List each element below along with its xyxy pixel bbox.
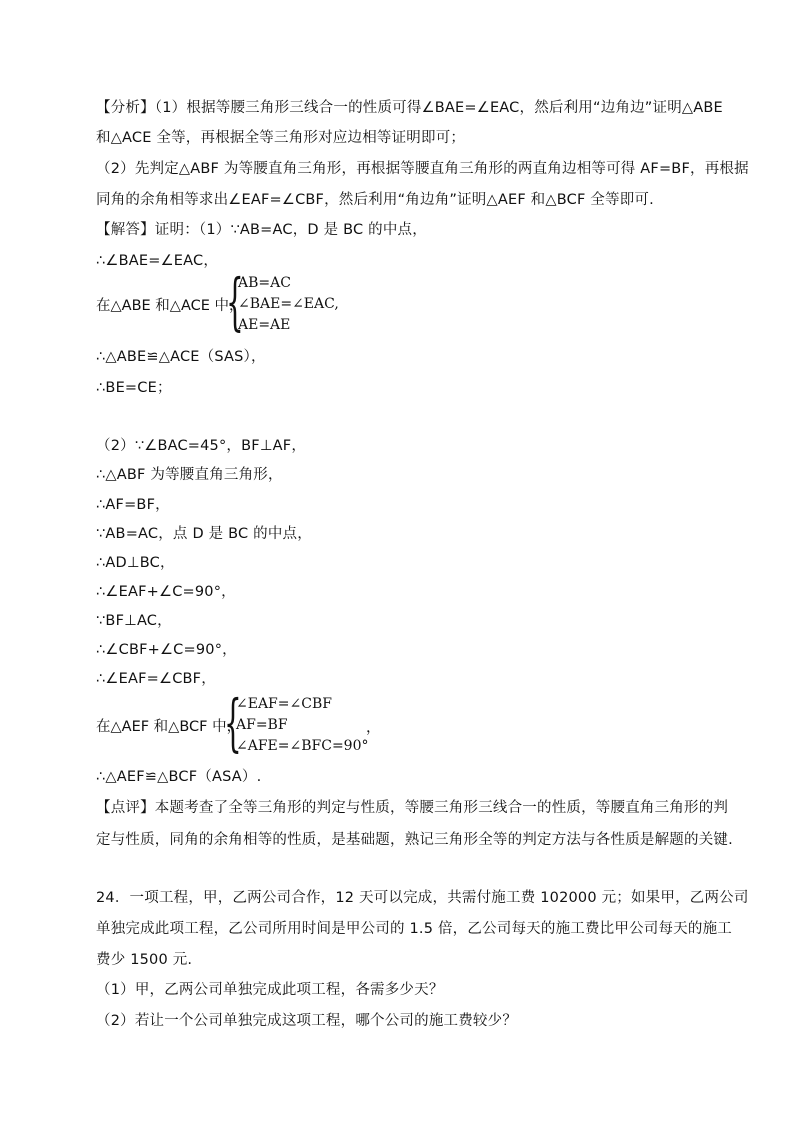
problem24-question-2: （2）若让一个公司单独完成这项工程，哪个公司的施工费较少？ [96, 1013, 518, 1029]
analysis-line-3: （2）先判定△ABF 为等腰直角三角形，再根据等腰直角三角形的两直角边相等可得 AF=BF，再根据 [96, 161, 749, 177]
part2-line-5: ∴AD⊥BC， [96, 555, 175, 571]
part2-line-8: ∴∠CBF+∠C=90°， [96, 642, 237, 658]
part2-line-6: ∴∠EAF+∠C=90°， [96, 584, 236, 600]
analysis-line-1: 【分析】（1）根据等腰三角形三线合一的性质可得∠BAE=∠EAC，然后利用“边角边”证明△ABE [96, 100, 723, 116]
solution-line-1: 【解答】证明：（1）∵AB=AC，D 是 BC 的中点， [96, 222, 427, 238]
system-2-tail: ， [366, 720, 381, 736]
system-1-line-3: AE=AE [238, 317, 291, 333]
solution-line-3: ∴△ABE≌△ACE（SAS）， [96, 349, 266, 365]
solution-line-4: ∴BE=CE； [96, 380, 172, 396]
system-1-lead: 在△ABE 和△ACE 中， [96, 298, 244, 314]
left-brace-icon: { [226, 265, 244, 338]
problem24-line-3: 费少 1500 元. [96, 952, 193, 968]
part2-line-2: ∴△ABF 为等腰直角三角形， [96, 467, 283, 483]
system-1-line-1: AB=AC [238, 275, 291, 291]
equation-system-1 [96, 265, 396, 338]
solution-line-2: ∴∠BAE=∠EAC， [96, 253, 219, 269]
comment-line-1: 【点评】本题考查了全等三角形的判定与性质，等腰三角形三线合一的性质，等腰直角三角形的判 [96, 800, 729, 816]
problem24-question-1: （1）甲，乙两公司单独完成此项工程，各需多少天？ [96, 982, 444, 998]
system-1-line-2: ∠BAE=∠EAC, [238, 296, 339, 312]
part2-line-9: ∴∠EAF=∠CBF， [96, 671, 216, 687]
system-2-line-3: ∠AFE=∠BFC=90° [236, 738, 369, 754]
system-2-lines [236, 694, 369, 757]
equation-system-2 [96, 686, 416, 759]
system-2-line-2: AF=BF [236, 717, 288, 733]
left-brace-icon: { [224, 686, 242, 759]
system-1-lines [238, 273, 339, 336]
analysis-line-2: 和△ACE 全等，再根据全等三角形对应边相等证明即可； [96, 130, 466, 146]
system-2-line-1: ∠EAF=∠CBF [236, 696, 332, 712]
analysis-line-4: 同角的余角相等求出∠EAF=∠CBF，然后利用“角边角”证明△AEF 和△BCF 全等即可. [96, 192, 654, 208]
comment-line-2: 定与性质，同角的余角相等的性质，是基础题，熟记三角形全等的判定方法与各性质是解题的关键. [96, 832, 733, 848]
part2-line-10: ∴△AEF≌△BCF（ASA）. [96, 769, 262, 785]
part2-line-1: （2）∵∠BAC=45°，BF⊥AF， [96, 438, 307, 454]
part2-line-4: ∵AB=AC，点 D 是 BC 的中点， [96, 526, 312, 542]
problem24-line-2: 单独完成此项工程，乙公司所用时间是甲公司的 1.5 倍，乙公司每天的施工费比甲公司每天的施工 [96, 921, 732, 937]
part2-line-7: ∵BF⊥AC， [96, 613, 172, 629]
part2-line-3: ∴AF=BF， [96, 497, 170, 513]
system-2-lead: 在△AEF 和△BCF 中， [96, 719, 242, 735]
problem24-line-1: 24．一项工程，甲，乙两公司合作，12 天可以完成，共需付施工费 102000 元；如果甲，乙两公司 [96, 890, 749, 906]
